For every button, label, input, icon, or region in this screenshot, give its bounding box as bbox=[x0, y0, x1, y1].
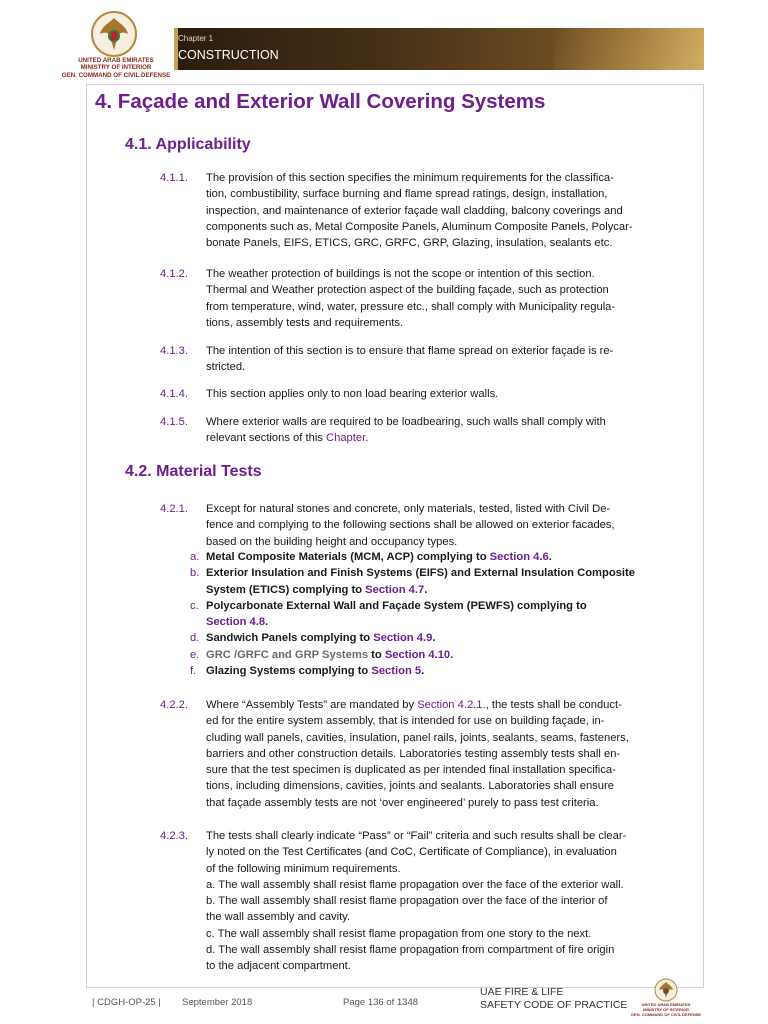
text-line: ed for the entire system assembly, that is intended for use on building façade, in- bbox=[206, 715, 605, 728]
org-line: GEN. COMMAND OF CIVIL DEFENSE bbox=[630, 1012, 702, 1017]
item-text: System (ETICS) complying to bbox=[206, 583, 366, 596]
code-title-line: UAE FIRE & LIFE bbox=[480, 986, 564, 998]
text-line: This section applies only to non load bearing exterior walls. bbox=[206, 388, 499, 400]
item-text: Metal Composite Materials (MCM, ACP) complying to bbox=[206, 551, 490, 563]
list-letter: d. bbox=[190, 632, 200, 645]
text-line: inspection, and maintenance of exterior façade wall cladding, balcony coverings and bbox=[206, 204, 623, 217]
section-link[interactable]: Section 4.10 bbox=[381, 648, 451, 661]
text-line: The intention of this section is to ensure that flame spread on exterior façade is re- bbox=[206, 345, 614, 357]
text-line: The weather protection of buildings is not the scope or intention of this section. bbox=[206, 268, 595, 280]
item-text: Polycarbonate External Wall and Façade System (PEWFS) complying to bbox=[206, 599, 587, 612]
org-line: UNITED ARAB EMIRATES bbox=[78, 57, 154, 64]
list-letter: e. bbox=[190, 648, 200, 661]
org-line: MINISTRY OF INTERIOR bbox=[643, 1007, 689, 1012]
clause-number: 4.2.2. bbox=[160, 699, 188, 711]
org-name-small bbox=[626, 1002, 706, 1017]
chapter-label: Chapter 1 bbox=[178, 34, 214, 43]
clause-number: 4.1.3. bbox=[160, 345, 188, 357]
item-text: . bbox=[450, 648, 454, 661]
banner-gold-gradient bbox=[554, 28, 704, 70]
text-line: sure that the test specimen is duplicated as per intended final installation specifica- bbox=[206, 764, 616, 777]
text-span: relevant sections of this bbox=[206, 432, 327, 445]
clause-text bbox=[206, 828, 698, 975]
section-link[interactable]: Section 4.7 bbox=[365, 583, 425, 596]
clause-text bbox=[206, 414, 698, 447]
subsection-heading-material-tests: 4.2. Material Tests bbox=[125, 463, 262, 480]
org-line: MINISTRY OF INTERIOR bbox=[80, 64, 152, 72]
text-span: Where “Assembly Tests” are mandated by bbox=[206, 699, 418, 711]
clause-number: 4.1.2. bbox=[160, 268, 188, 280]
text-line: c. The wall assembly shall resist flame propagation from one story to the next. bbox=[206, 927, 592, 940]
list-item bbox=[190, 630, 696, 646]
text-line: Thermal and Weather protection aspect of the building façade, such as protection bbox=[206, 284, 609, 297]
text-line: the wall assembly and cavity. bbox=[206, 911, 351, 924]
item-text: . bbox=[548, 551, 552, 563]
text-line: components such as, Metal Composite Panels, Aluminum Composite Panels, Polycar- bbox=[206, 220, 633, 233]
text-line: tion, combustibility, surface burning and flame spread ratings, design, installation, bbox=[206, 188, 608, 201]
item-text: Sandwich Panels complying to bbox=[206, 632, 374, 645]
list-item bbox=[190, 565, 696, 598]
item-text: . bbox=[424, 583, 428, 596]
page-number: Page 136 of 1348 bbox=[343, 997, 419, 1008]
org-name bbox=[52, 57, 180, 79]
text-line: bonate Panels, EIFS, ETICS, GRC, GRFC, GRP, Glazing, insulation, sealants etc. bbox=[206, 237, 613, 250]
text-line bbox=[206, 697, 698, 713]
text-line: based on the building height and occupancy types. bbox=[206, 535, 458, 548]
item-text: Glazing Systems complying to bbox=[206, 665, 372, 678]
chapter-title: CONSTRUCTION bbox=[178, 48, 279, 62]
item-text: Exterior Insulation and Finish Systems (EIFS) and External Insulation Composite bbox=[206, 567, 635, 580]
item-text: GRC /GRFC and GRP Systems bbox=[206, 648, 372, 661]
text-line: b. The wall assembly shall resist flame propagation over the face of the interior of bbox=[206, 895, 608, 908]
text-line: cluding wall panels, cavities, insulation, panel rails, joints, sealants, seams, fasteners, bbox=[206, 731, 629, 744]
section-link[interactable]: Section 4.9 bbox=[373, 632, 433, 645]
clause-number: 4.1.4. bbox=[160, 388, 188, 400]
clause-number: 4.2.1. bbox=[160, 503, 188, 515]
subsection-heading-applicability: 4.1. Applicability bbox=[125, 136, 251, 153]
item-text: . bbox=[265, 616, 269, 629]
code-title bbox=[480, 986, 627, 1012]
item-text: to bbox=[371, 648, 382, 661]
text-line: of the following minimum requirements. bbox=[206, 862, 401, 875]
list-letter: b. bbox=[190, 567, 200, 580]
clause-text bbox=[206, 697, 698, 811]
text-line: from temperature, wind, water, pressure etc., shall comply with Municipality regula- bbox=[206, 300, 616, 313]
text-line: The provision of this section specifies the minimum requirements for the classifica- bbox=[206, 172, 614, 184]
text-line bbox=[206, 430, 698, 446]
text-line: Where exterior walls are required to be loadbearing, such walls shall comply with bbox=[206, 416, 606, 428]
text-line: a. The wall assembly shall resist flame propagation over the face of the exterior wall. bbox=[206, 878, 624, 891]
org-line: GEN. COMMAND OF CIVIL DEFENSE bbox=[61, 71, 171, 79]
section-title: 4. Façade and Exterior Wall Covering Systems bbox=[95, 90, 546, 113]
section-link[interactable]: Section 4.2.1. bbox=[417, 699, 486, 711]
uae-emblem-small-logo bbox=[654, 978, 678, 1002]
text-line: to the adjacent compartment. bbox=[206, 960, 351, 973]
clause-text bbox=[206, 343, 698, 376]
clause-number: 4.1.1. bbox=[160, 172, 188, 184]
text-line: fence and complying to the following sections shall be allowed on exterior facades, bbox=[206, 519, 615, 532]
text-line: barriers and other construction details. Laboratories testing assembly tests shall en- bbox=[206, 747, 621, 760]
clause-text bbox=[206, 386, 698, 402]
chapter-link[interactable]: Chapter bbox=[326, 432, 366, 445]
section-link[interactable]: Section 5 bbox=[371, 665, 422, 678]
clause-number: 4.2.3. bbox=[160, 830, 188, 842]
list-letter: f. bbox=[190, 665, 197, 678]
document-code: | CDGH-OP-25 | bbox=[92, 997, 161, 1008]
clause-number: 4.1.5. bbox=[160, 416, 188, 428]
section-link[interactable]: Section 4.8 bbox=[206, 616, 266, 629]
text-line: ly noted on the Test Certificates (and CoC, Certificate of Compliance), in evaluation bbox=[206, 846, 617, 859]
list-letter: c. bbox=[190, 599, 199, 612]
text-line: stricted. bbox=[206, 361, 246, 374]
text-line: The tests shall clearly indicate “Pass” or “Fail” criteria and such results shall be clear- bbox=[206, 830, 627, 842]
uae-emblem-logo bbox=[90, 10, 138, 58]
text-span: , the tests shall be conduct- bbox=[485, 699, 622, 711]
section-link[interactable]: Section 4.6 bbox=[489, 551, 549, 563]
item-text: . bbox=[432, 632, 436, 645]
text-line: tions, including dimensions, cavities, joints and sealants. Laboratories shall ensure bbox=[206, 780, 614, 793]
text-line: d. The wall assembly shall resist flame propagation from compartment of fire origin bbox=[206, 944, 615, 957]
clause-text bbox=[206, 266, 698, 331]
list-item bbox=[190, 663, 696, 679]
org-line: UNITED ARAB EMIRATES bbox=[641, 1002, 691, 1007]
material-list bbox=[190, 549, 696, 679]
clause-text bbox=[206, 501, 698, 550]
list-item bbox=[190, 549, 696, 565]
text-span: . bbox=[365, 432, 369, 445]
chapter-banner bbox=[174, 28, 704, 70]
clause-text bbox=[206, 170, 698, 251]
text-line: that façade assembly tests are not ‘over engineered’ purely to pass test criteria. bbox=[206, 796, 599, 809]
list-item bbox=[190, 647, 696, 663]
document-date: September 2018 bbox=[182, 997, 253, 1008]
list-item bbox=[190, 598, 696, 631]
code-title-line: SAFETY CODE OF PRACTICE bbox=[480, 999, 628, 1011]
text-line: tions, assembly tests and requirements. bbox=[206, 316, 404, 329]
item-text: . bbox=[421, 665, 425, 678]
text-line: Except for natural stones and concrete, only materials, tested, listed with Civil De- bbox=[206, 503, 611, 515]
list-letter: a. bbox=[190, 551, 200, 563]
